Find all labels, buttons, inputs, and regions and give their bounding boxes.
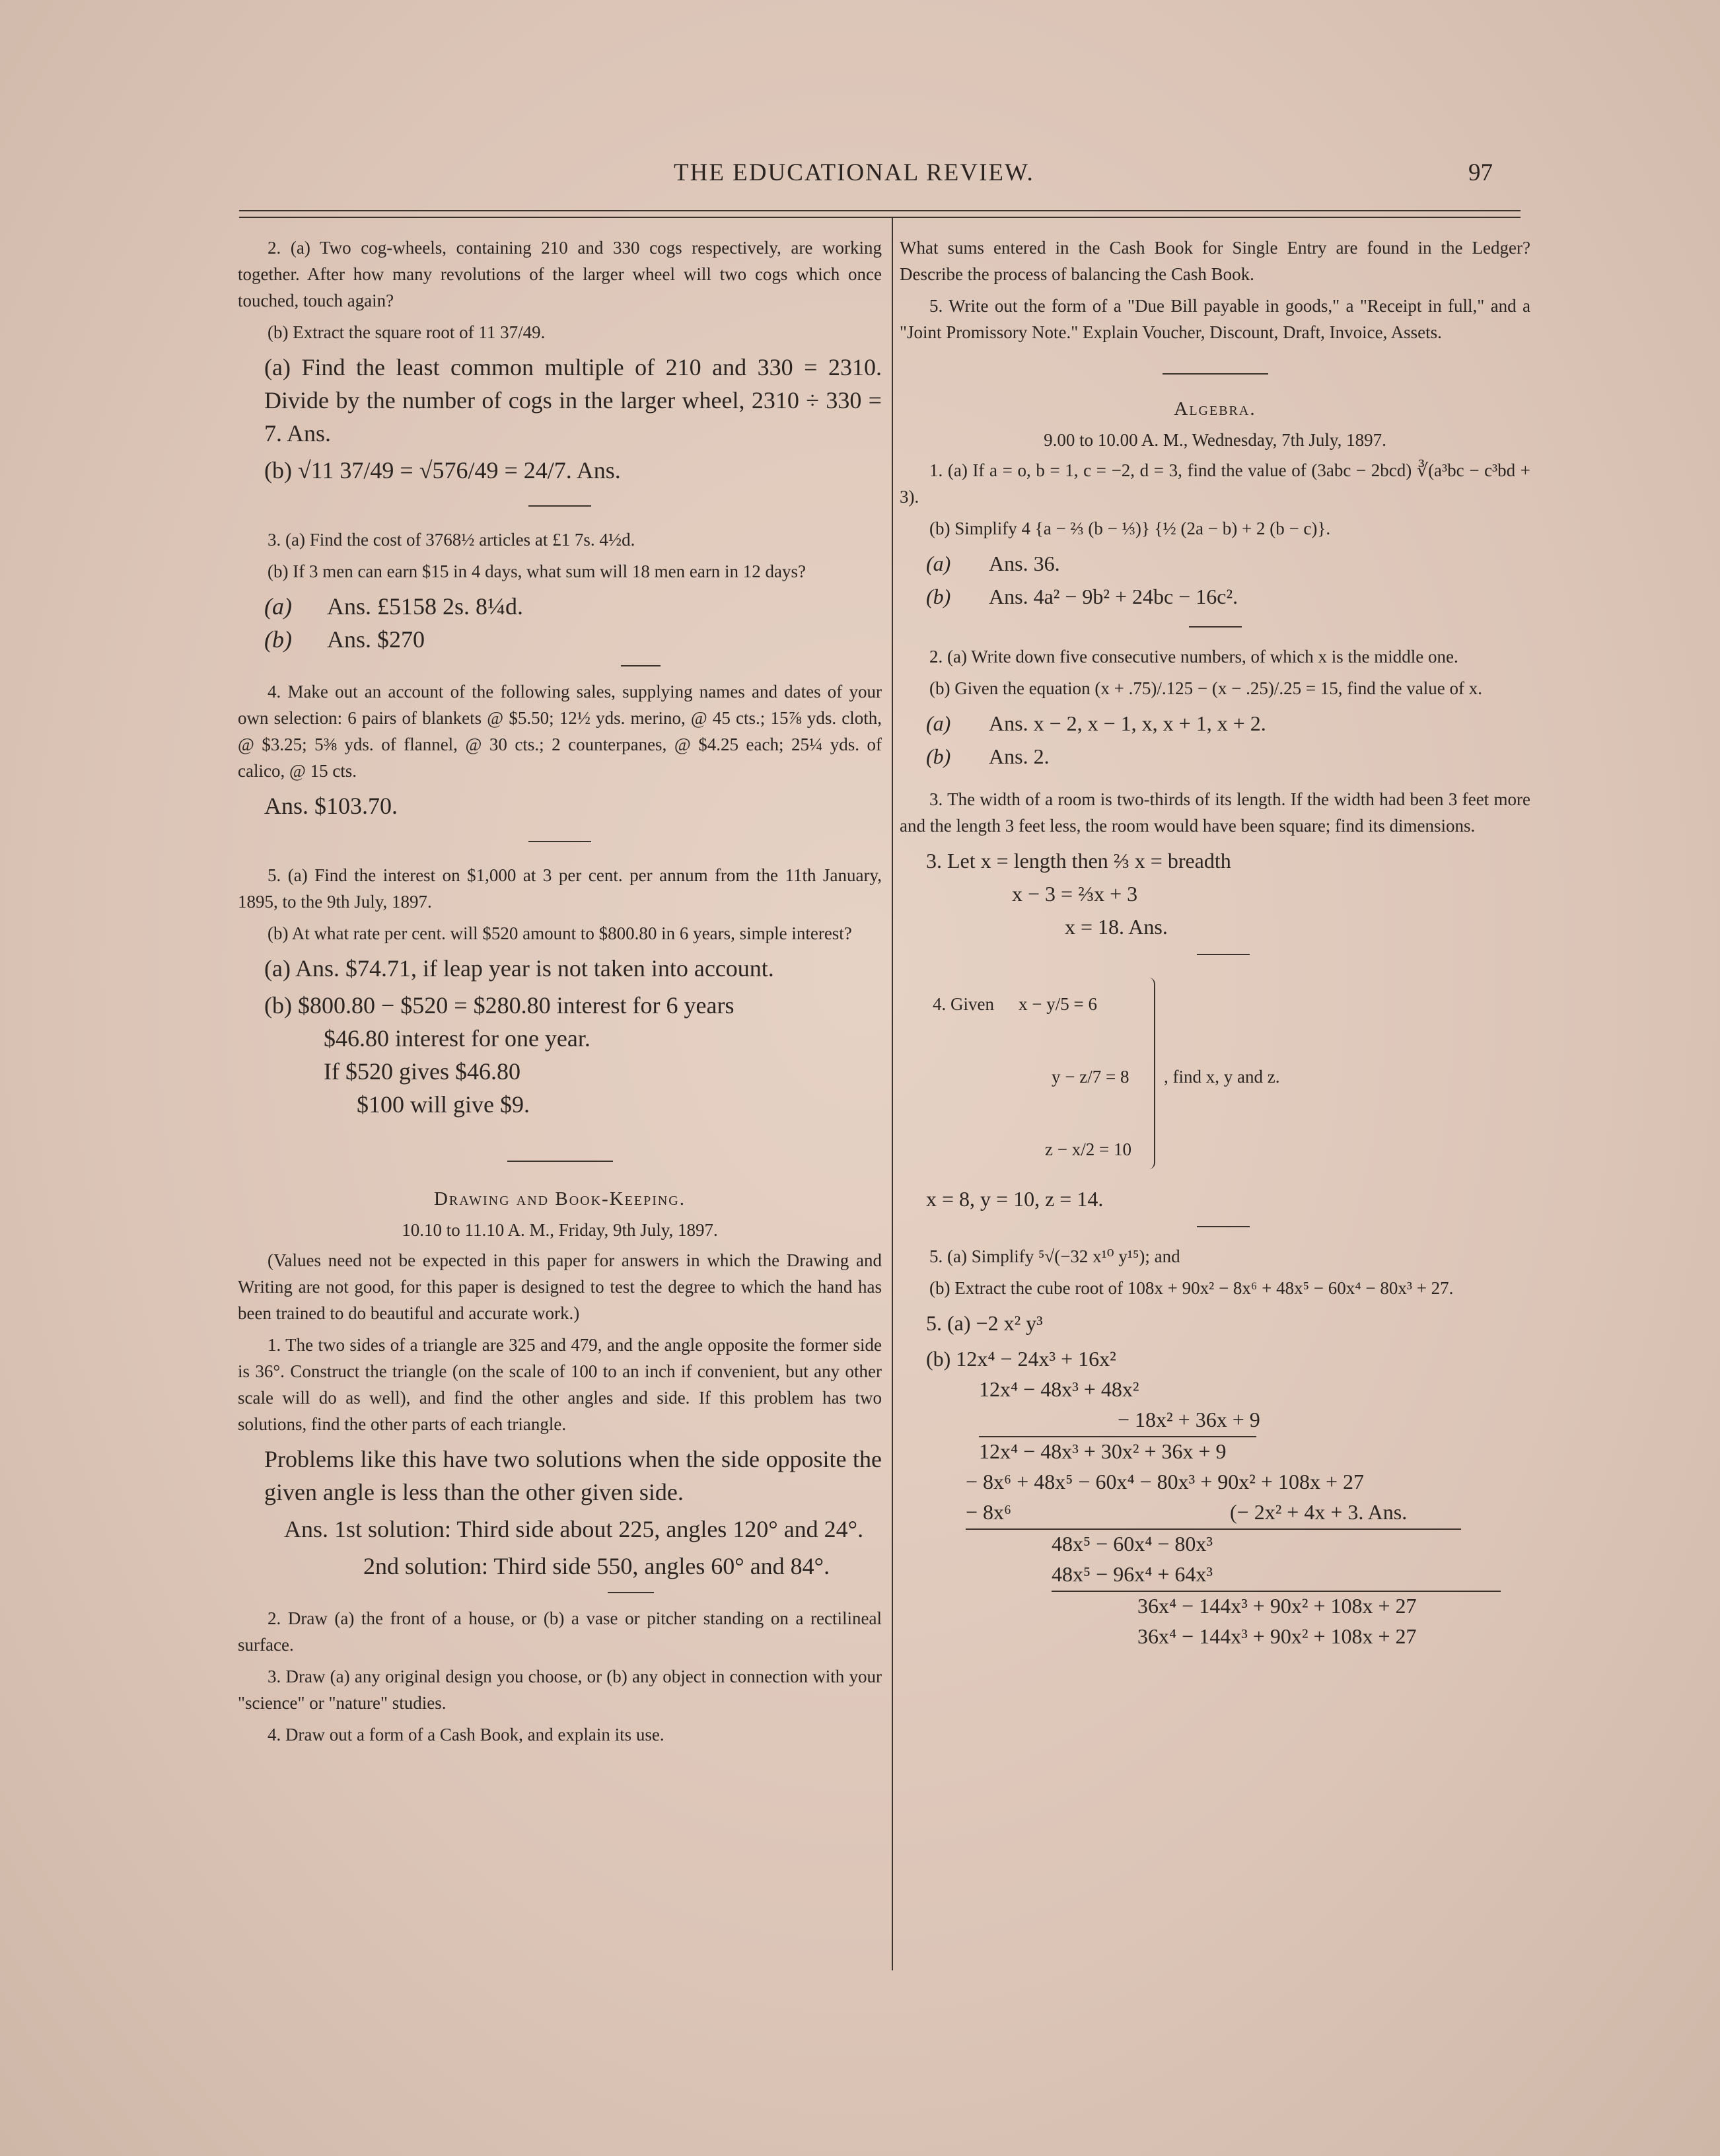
separator [1197, 1226, 1250, 1227]
section-date-drawing: 10.10 to 11.10 A. M., Friday, 9th July, 1897. [402, 1220, 718, 1240]
answer-2b: (b) √11 37/49 = √576/49 = 24/7. Ans. [264, 457, 621, 484]
algebra-answer-3-line3: x = 18. Ans. [1065, 915, 1168, 939]
right-column [900, 234, 1530, 1674]
work-line: − 18x² + 36x + 9 [1118, 1408, 1260, 1431]
work-line: − 8x⁶ + 48x⁵ − 60x⁴ − 80x³ + 90x² + 108x + 27 [966, 1470, 1364, 1493]
separator [528, 505, 591, 507]
section-heading-drawing: Drawing and Book-Keeping. [433, 1188, 686, 1209]
answer-5b-line2: $46.80 interest for one year. [324, 1025, 591, 1052]
work-line: − 8x⁶ [966, 1500, 1012, 1524]
answer-label: (a) [926, 552, 951, 575]
answer-text: Ans. x − 2, x − 1, x, x + 1, x + 2. [989, 711, 1266, 735]
bookkeeping-continuation: What sums entered in the Cash Book for Single Entry are found in the Ledger? Describe the process of balancing the Cash Book. [900, 238, 1530, 284]
q4-equation-3: z − x/2 = 10 [1045, 1139, 1131, 1159]
answer-text: Ans. £5158 2s. 8¼d. [327, 593, 524, 620]
algebra-question-3: 3. The width of a room is two-thirds of its length. If the width had been 3 feet more and the length 3 feet less, the room would have been square; find its dimensions. [900, 789, 1530, 836]
separator [608, 1592, 654, 1593]
section-heading-algebra: Algebra. [1174, 398, 1256, 419]
page-number: 97 [1468, 159, 1493, 186]
column-divider [892, 217, 893, 1970]
work-line: (− 2x² + 4x + 3. Ans. [1230, 1500, 1408, 1524]
algebra-answer-2b [926, 740, 1530, 773]
answer-5b-line1: (b) $800.80 − $520 = $280.80 interest for 6 years [264, 992, 735, 1019]
algebra-question-5a: 5. (a) Simplify ⁵√(−32 x¹⁰ y¹⁵); and [929, 1246, 1180, 1266]
drawing-note: (Values need not be expected in this paper for answers in which the Drawing and Writing are not good, for this paper is designed to test the degree to which the hand has been trained to do beautiful and accurate work.) [238, 1250, 882, 1323]
brace [1147, 978, 1155, 1169]
answer-5a: (a) Ans. $74.71, if leap year is not taken into account. [264, 955, 774, 982]
question-4: 4. Make out an account of the following sales, supplying names and dates of your own selection: 6 pairs of blankets @ $5.50; 12½ yds. merino, @ 45 cts.; 15⅞ yds. cloth, @ $3.25; 5⅜ yds. of flannel, @ 30 cts.; 2 counterpanes, @ $4.25 each; 25¼ yds. of calico, @ 15 cts. [238, 682, 882, 781]
answer-label: (b) [926, 585, 951, 608]
drawing-answer-2: 2nd solution: Third side 550, angles 60° and 84°. [363, 1553, 830, 1579]
algebra-answer-1a [926, 547, 1530, 580]
work-line: 36x⁴ − 144x³ + 90x² + 108x + 27 [1137, 1624, 1417, 1648]
algebra-answer-1b [926, 580, 1530, 613]
drawing-question-2: 2. Draw (a) the front of a house, or (b) a vase or pitcher standing on a rectilineal surface. [238, 1608, 882, 1655]
algebra-answer-5a: 5. (a) −2 x² y³ [926, 1311, 1043, 1335]
answer-label: (a) [926, 711, 951, 735]
q4-equation-1: x − y/5 = 6 [1019, 994, 1097, 1014]
algebra-question-2b: (b) Given the equation (x + .75)/.125 − (x − .25)/.25 = 15, find the value of x. [929, 678, 1482, 698]
header-rule-bottom [239, 217, 1521, 218]
answer-label: (a) [264, 593, 292, 620]
work-rule [966, 1528, 1461, 1530]
separator [621, 665, 661, 666]
question-5b: (b) At what rate per cent. will $520 amount to $800.80 in 6 years, simple interest? [268, 923, 852, 943]
answer-text: Ans. 2. [989, 744, 1050, 768]
page-header [238, 159, 1513, 192]
answer-label: (b) [926, 744, 951, 768]
answer-4: Ans. $103.70. [264, 793, 398, 819]
work-line: 36x⁴ − 144x³ + 90x² + 108x + 27 [1137, 1594, 1417, 1618]
q4-equation-2: y − z/7 = 8 [1052, 1067, 1129, 1087]
separator [1197, 954, 1250, 955]
algebra-question-1b: (b) Simplify 4 {a − ⅔ (b − ⅓)} {½ (2a − b) + 2 (b − c)}. [929, 519, 1331, 538]
answer-2a: (a) Find the least common multiple of 210 and 330 = 2310. Divide by the number of cogs in the larger wheel, 2310 ÷ 330 = 7. Ans. [264, 354, 882, 447]
work-line: 48x⁵ − 96x⁴ + 64x³ [1052, 1562, 1213, 1586]
drawing-question-4: 4. Draw out a form of a Cash Book, and explain its use. [268, 1725, 664, 1744]
work-line: 48x⁵ − 60x⁴ − 80x³ [1052, 1532, 1213, 1556]
algebra-answer-3-line2: x − 3 = ⅔x + 3 [1012, 882, 1138, 906]
answer-label: (b) [264, 626, 292, 653]
algebra-question-4 [900, 971, 1530, 1169]
question-3a: 3. (a) Find the cost of 3768½ articles at £1 7s. 4½d. [268, 530, 635, 550]
q4-find: , find x, y and z. [1164, 1067, 1280, 1087]
separator [1163, 373, 1268, 375]
algebra-answer-2a [926, 707, 1530, 740]
work-line: (b) 12x⁴ − 24x³ + 16x² [926, 1347, 1116, 1371]
left-column [238, 234, 882, 1753]
drawing-question-3: 3. Draw (a) any original design you choose, or (b) any object in connection with your "science" or "nature" studies. [238, 1667, 882, 1713]
answer-text: Ans. 36. [989, 552, 1060, 575]
journal-title: THE EDUCATIONAL REVIEW. [674, 159, 1034, 186]
answer-3b [264, 623, 882, 656]
cube-root-working [900, 1344, 1530, 1674]
drawing-answer-1: Ans. 1st solution: Third side about 225, angles 120° and 24°. [284, 1516, 864, 1542]
question-5a: 5. (a) Find the interest on $1,000 at 3 per cent. per annum from the 11th January, 1895, to the 9th July, 1897. [238, 865, 882, 912]
algebra-answer-3-line1: 3. Let x = length then ⅔ x = breadth [926, 849, 1231, 873]
answer-text: Ans. $270 [327, 626, 425, 653]
question-3b: (b) If 3 men can earn $15 in 4 days, what sum will 18 men earn in 12 days? [268, 561, 806, 581]
algebra-question-5b: (b) Extract the cube root of 108x + 90x² − 8x⁶ + 48x⁵ − 60x⁴ − 80x³ + 27. [929, 1278, 1454, 1298]
work-line: 12x⁴ − 48x³ + 48x² [979, 1377, 1139, 1401]
bookkeeping-question-5: 5. Write out the form of a "Due Bill payable in goods," a "Receipt in full," and a "Joint Promissory Note." Explain Voucher, Discount, Draft, Invoice, Assets. [900, 296, 1530, 342]
question-2a: 2. (a) Two cog-wheels, containing 210 and 330 cogs respectively, are working together. After how many revolutions of the larger wheel will two cogs which once touched, touch again? [238, 238, 882, 310]
q4-intro: 4. Given [933, 994, 994, 1014]
algebra-question-1a: 1. (a) If a = o, b = 1, c = −2, d = 3, find the value of (3abc − 2bcd) ∛(a³bc − c³bd + 3). [900, 460, 1530, 507]
separator [528, 841, 591, 842]
answer-5b-line3: If $520 gives $46.80 [324, 1058, 520, 1085]
separator [1189, 626, 1242, 628]
work-line: 12x⁴ − 48x³ + 30x² + 36x + 9 [979, 1439, 1227, 1463]
section-date-algebra: 9.00 to 10.00 A. M., Wednesday, 7th July, 1897. [1044, 430, 1386, 450]
drawing-answer-intro: Problems like this have two solutions when the side opposite the given angle is less than the other given side. [264, 1446, 882, 1505]
answer-3a [264, 590, 882, 623]
answer-text: Ans. 4a² − 9b² + 24bc − 16c². [989, 585, 1238, 608]
question-2b: (b) Extract the square root of 11 37/49. [268, 322, 546, 342]
answer-5b-line4: $100 will give $9. [357, 1091, 530, 1118]
drawing-question-1: 1. The two sides of a triangle are 325 and 479, and the angle opposite the former side is 36°. Construct the triangle (on the scale of 100 to an inch if convenient, but any other scale will do as well), and find the other angles and side. If this problem has two solutions, find the other parts of each triangle. [238, 1335, 882, 1434]
header-rule-top [239, 210, 1521, 211]
algebra-question-2a: 2. (a) Write down five consecutive numbers, of which x is the middle one. [929, 647, 1458, 666]
separator [507, 1161, 613, 1162]
algebra-answer-4: x = 8, y = 10, z = 14. [926, 1187, 1104, 1211]
